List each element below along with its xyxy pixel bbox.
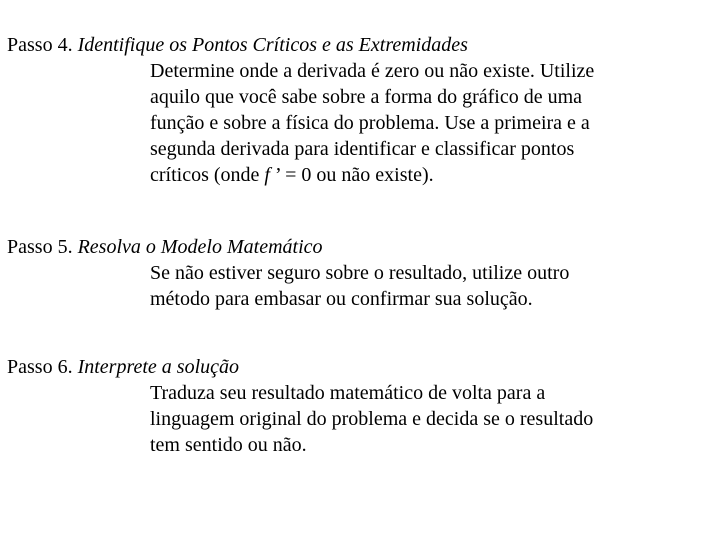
description-line: Traduza seu resultado matemático de volta para a (150, 382, 546, 404)
text-fragment: críticos (onde (150, 164, 265, 186)
step-description (150, 260, 695, 312)
step-5 (7, 234, 707, 312)
step-title: Interprete a solução (77, 356, 240, 378)
description-line: aquilo que você sabe sobre a forma do gráfico de uma (150, 86, 583, 108)
description-line: tem sentido ou não. (150, 434, 307, 456)
description-line: Determine onde a derivada é zero ou não existe. Utilize (150, 60, 595, 82)
description-line: Se não estiver seguro sobre o resultado, utilize outro (150, 262, 570, 284)
step-heading (7, 354, 707, 380)
description-line (150, 162, 695, 188)
math-variable: f (264, 164, 270, 186)
step-title: Identifique os Pontos Críticos e as Extremidades (77, 34, 468, 56)
step-description (150, 58, 695, 188)
description-line: método para embasar ou confirmar sua solução. (150, 288, 533, 310)
description-line: função e sobre a física do problema. Use a primeira e a (150, 112, 590, 134)
step-label: Passo 4. (7, 34, 73, 56)
step-4 (7, 32, 707, 188)
step-label: Passo 5. (7, 236, 73, 258)
step-heading (7, 234, 707, 260)
text-fragment: ’ = 0 ou não existe). (269, 164, 434, 186)
description-line: linguagem original do problema e decida se o resultado (150, 408, 594, 430)
step-6 (7, 354, 707, 458)
step-title: Resolva o Modelo Matemático (77, 236, 323, 258)
description-line: segunda derivada para identificar e classificar pontos (150, 138, 575, 160)
step-label: Passo 6. (7, 356, 73, 378)
step-heading (7, 32, 707, 58)
step-description (150, 380, 695, 458)
